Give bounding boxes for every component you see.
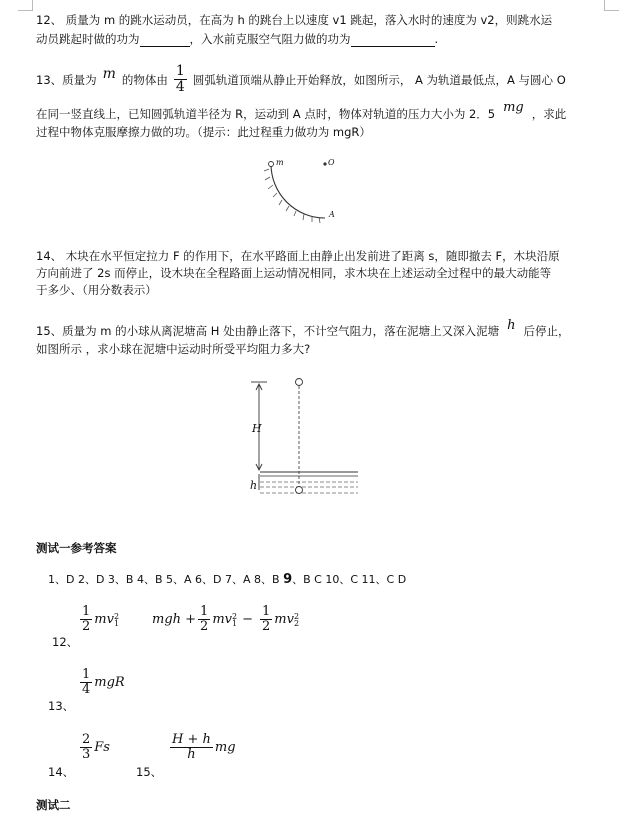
q12-answer-blank-2[interactable] bbox=[351, 35, 435, 47]
q13-mg-symbol: mg bbox=[503, 100, 524, 115]
q13-m-symbol: m bbox=[102, 65, 116, 82]
q13-text-e: ，求此 bbox=[531, 107, 567, 121]
answer14-label: 14、 bbox=[48, 765, 75, 779]
q13-arc-track-figure bbox=[255, 155, 355, 225]
q13-block-marker bbox=[269, 162, 274, 167]
q13-arc-track bbox=[271, 164, 325, 218]
q12-answer-blank-1[interactable] bbox=[140, 35, 190, 47]
mc-answers-part2: 、B C 10、C 11、C D bbox=[292, 573, 407, 586]
answer12-label: 12、 bbox=[52, 635, 79, 649]
q13-fig-label-m: m bbox=[276, 158, 284, 167]
q15-fig-label-H: H bbox=[252, 422, 262, 435]
q15-line1 bbox=[36, 318, 570, 339]
q12-text-b: ，入水前克服空气阻力做的功为 bbox=[189, 32, 351, 46]
q15-text-b: 后停止， bbox=[523, 324, 570, 338]
answer13-expr: $\frac{1}{4}$ mgR bbox=[82, 667, 125, 698]
mc-answer-nine: 9 bbox=[283, 572, 293, 587]
q12-line2 bbox=[36, 31, 438, 47]
q13-center-point bbox=[323, 162, 326, 165]
answer15-label: 15、 bbox=[136, 765, 163, 779]
q13-fig-label-a: A bbox=[329, 210, 335, 219]
answer12-expr1: $\frac{1}{2}$ mv 2 1 bbox=[82, 604, 120, 635]
answer14-expr: $\frac{2}{3}$ Fs bbox=[82, 732, 110, 763]
q13-fig-label-o: O bbox=[328, 158, 335, 167]
q13-text-d: 在同一竖直线上，已知圆弧轨道半径为 R，运动到 A 点时，物体对轨道的压力大小为 2．5 bbox=[36, 107, 496, 121]
q13-quarter-fraction: $\frac{1}{4}$ bbox=[175, 63, 185, 96]
mc-answers-part1: 1、D 2、D 3、B 4、B 5、A 6、D 7、A 8、B bbox=[48, 573, 280, 586]
q13-line3: 过程中物体克服摩擦力做的功。（提示：此过程重力做功为 mgR） bbox=[36, 125, 371, 139]
page-corner-mark bbox=[604, 0, 619, 11]
q15-h-symbol: h bbox=[507, 318, 516, 333]
q12-line1: 12、 质量为 m 的跳水运动员，在高为 h 的跳台上以速度 v1 跳起，落入水时的速度为 v2，则跳水运 bbox=[36, 13, 553, 27]
next-test-title: 测试二 bbox=[36, 798, 71, 812]
q13-text-c: 圆弧轨道顶端从静止开始释放，如图所示， A 为轨道最低点，A 与圆心 O bbox=[192, 72, 566, 87]
q13-text-b: 的物体由 bbox=[121, 72, 168, 87]
q13-text-a: 13、质量为 bbox=[36, 72, 97, 87]
q15-ball-end bbox=[296, 487, 303, 494]
q15-mud-pond-figure bbox=[240, 372, 365, 512]
q14-line2: 方向前进了 2s 而停止，设木块在全程路面上运动情况相同，求木块在上述运动全过程中的最大动能等 bbox=[36, 266, 552, 280]
answers-multiple-choice bbox=[48, 571, 406, 587]
page-corner-mark bbox=[18, 0, 33, 11]
q12-text-a: 动员跳起时做的功为 bbox=[36, 32, 140, 46]
answer13-label: 13、 bbox=[48, 699, 75, 713]
answers-title: 测试一参考答案 bbox=[36, 541, 117, 555]
q15-text-a: 15、质量为 m 的小球从离泥塘高 H 处由静止落下，不计空气阻力，落在泥塘上又深入泥塘 bbox=[36, 324, 500, 338]
q14-line3: 于多少、（用分数表示） bbox=[36, 283, 157, 297]
answer15-expr: $\frac{H + h}{h}$ mg bbox=[172, 732, 236, 763]
q13-line2 bbox=[36, 100, 567, 122]
q15-line2: 如图所示 ，求小球在泥塘中运动时所受平均阻力多大? bbox=[36, 342, 311, 356]
q14-line1: 14、 木块在水平恒定拉力 F 的作用下，在水平路面上由静止出发前进了距离 s，随即撤去 F，木块沿原 bbox=[36, 249, 560, 263]
q12-text-c: . bbox=[434, 32, 439, 46]
q13-line1 bbox=[36, 64, 566, 96]
q15-ball-start bbox=[296, 379, 303, 386]
q15-fig-label-h: h bbox=[250, 479, 258, 492]
answer12-expr2: mgh + $\frac{1}{2}$ mv 2 1 − $\frac{1}{2}$ mv 2 2 bbox=[152, 604, 300, 635]
